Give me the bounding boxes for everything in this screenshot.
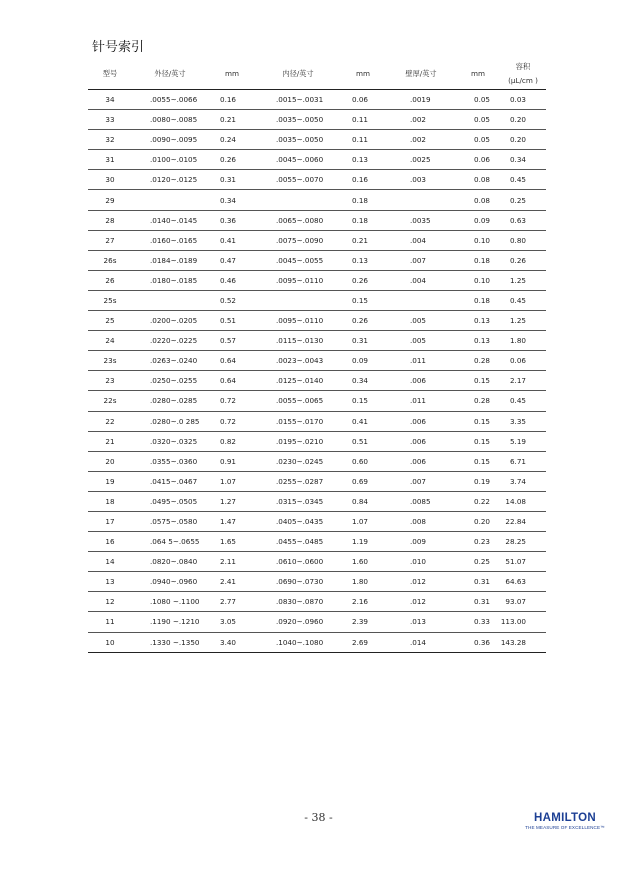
volume-cell: 0.20 xyxy=(500,130,546,150)
gauge-cell: 23 xyxy=(88,371,132,391)
table-row xyxy=(88,351,546,371)
table-row xyxy=(88,371,546,391)
gauge-cell: 29 xyxy=(88,190,132,210)
inner-diameter-inch-cell: .0155~.0170 xyxy=(256,411,340,431)
wall-thickness-mm-cell: 0.06 xyxy=(456,150,500,170)
table-row xyxy=(88,431,546,451)
wall-thickness-inch-cell: .006 xyxy=(386,431,456,451)
inner-diameter-inch-cell: .0075~.0090 xyxy=(256,230,340,250)
inner-diameter-mm-cell: 0.69 xyxy=(340,471,386,491)
wall-thickness-mm-cell: 0.18 xyxy=(456,250,500,270)
outer-diameter-mm-cell: 2.11 xyxy=(208,552,256,572)
volume-cell: 0.80 xyxy=(500,230,546,250)
inner-diameter-mm-cell: 0.60 xyxy=(340,451,386,471)
wall-thickness-mm-cell: 0.15 xyxy=(456,431,500,451)
outer-diameter-inch-cell: .0180~.0185 xyxy=(132,270,208,290)
wall-thickness-inch-cell: .005 xyxy=(386,331,456,351)
hamilton-logo xyxy=(520,812,610,830)
wall-thickness-inch-cell: .012 xyxy=(386,592,456,612)
inner-diameter-mm-cell: 0.18 xyxy=(340,210,386,230)
outer-diameter-mm-cell: 0.72 xyxy=(208,391,256,411)
gauge-cell: 11 xyxy=(88,612,132,632)
outer-diameter-inch-cell: .0415~.0467 xyxy=(132,471,208,491)
table-row xyxy=(88,451,546,471)
inner-diameter-inch-cell: .0690~.0730 xyxy=(256,572,340,592)
table-row xyxy=(88,471,546,491)
outer-diameter-inch-cell: .0160~.0165 xyxy=(132,230,208,250)
inner-diameter-inch-cell: .0405~.0435 xyxy=(256,511,340,531)
wall-thickness-mm-cell: 0.15 xyxy=(456,451,500,471)
inner-diameter-inch-cell: .0195~.0210 xyxy=(256,431,340,451)
wall-thickness-inch-cell: .007 xyxy=(386,250,456,270)
gauge-cell: 34 xyxy=(88,90,132,110)
wall-thickness-inch-cell xyxy=(386,290,456,310)
volume-cell: 0.45 xyxy=(500,170,546,190)
outer-diameter-mm-cell: 0.82 xyxy=(208,431,256,451)
gauge-cell: 18 xyxy=(88,491,132,511)
outer-diameter-inch-cell: .0820~.0840 xyxy=(132,552,208,572)
table-row xyxy=(88,391,546,411)
inner-diameter-mm-cell: 0.13 xyxy=(340,150,386,170)
gauge-cell: 30 xyxy=(88,170,132,190)
inner-diameter-inch-cell: .0315~.0345 xyxy=(256,491,340,511)
table-row xyxy=(88,572,546,592)
inner-diameter-inch-cell: .0610~.0600 xyxy=(256,552,340,572)
header-inner-diameter-mm: mm xyxy=(340,58,386,90)
needle-gauge-table xyxy=(88,58,546,653)
inner-diameter-mm-cell: 0.15 xyxy=(340,391,386,411)
table-row xyxy=(88,511,546,531)
wall-thickness-inch-cell: .013 xyxy=(386,612,456,632)
outer-diameter-inch-cell: .0120~.0125 xyxy=(132,170,208,190)
gauge-cell: 33 xyxy=(88,110,132,130)
table-row xyxy=(88,491,546,511)
wall-thickness-mm-cell: 0.15 xyxy=(456,411,500,431)
wall-thickness-mm-cell: 0.23 xyxy=(456,532,500,552)
inner-diameter-mm-cell: 0.18 xyxy=(340,190,386,210)
inner-diameter-inch-cell: .1040~.1080 xyxy=(256,632,340,652)
outer-diameter-inch-cell: .0280~.0285 xyxy=(132,391,208,411)
inner-diameter-mm-cell: 0.84 xyxy=(340,491,386,511)
volume-cell: 0.45 xyxy=(500,290,546,310)
outer-diameter-mm-cell: 0.34 xyxy=(208,190,256,210)
outer-diameter-inch-cell: .0184~.0189 xyxy=(132,250,208,270)
outer-diameter-mm-cell: 0.52 xyxy=(208,290,256,310)
outer-diameter-mm-cell: 0.47 xyxy=(208,250,256,270)
outer-diameter-inch-cell: .0320~.0325 xyxy=(132,431,208,451)
wall-thickness-inch-cell: .011 xyxy=(386,391,456,411)
page-title: 针号索引 xyxy=(92,40,145,55)
wall-thickness-inch-cell: .006 xyxy=(386,451,456,471)
inner-diameter-inch-cell: .0065~.0080 xyxy=(256,210,340,230)
table-row xyxy=(88,290,546,310)
inner-diameter-inch-cell: .0055~.0065 xyxy=(256,391,340,411)
volume-cell: 14.08 xyxy=(500,491,546,511)
outer-diameter-inch-cell: .0250~.0255 xyxy=(132,371,208,391)
wall-thickness-inch-cell: .004 xyxy=(386,230,456,250)
wall-thickness-mm-cell: 0.05 xyxy=(456,90,500,110)
header-volume xyxy=(500,58,546,90)
table-row xyxy=(88,250,546,270)
inner-diameter-inch-cell: .0255~.0287 xyxy=(256,471,340,491)
outer-diameter-inch-cell: .0200~.0205 xyxy=(132,311,208,331)
volume-cell: 3.74 xyxy=(500,471,546,491)
outer-diameter-inch-cell: .1190 ~.1210 xyxy=(132,612,208,632)
volume-cell: 143.28 xyxy=(500,632,546,652)
wall-thickness-inch-cell: .006 xyxy=(386,411,456,431)
gauge-cell: 24 xyxy=(88,331,132,351)
header-wall-thickness-inch: 壁厚/英寸 xyxy=(386,58,456,90)
volume-cell: 3.35 xyxy=(500,411,546,431)
outer-diameter-inch-cell: .0495~.0505 xyxy=(132,491,208,511)
volume-cell: 0.63 xyxy=(500,210,546,230)
outer-diameter-mm-cell: 0.64 xyxy=(208,351,256,371)
gauge-cell: 31 xyxy=(88,150,132,170)
gauge-cell: 26 xyxy=(88,270,132,290)
outer-diameter-inch-cell: .0055~.0066 xyxy=(132,90,208,110)
table-header-row xyxy=(88,58,546,90)
gauge-cell: 22s xyxy=(88,391,132,411)
outer-diameter-inch-cell: .0940~.0960 xyxy=(132,572,208,592)
wall-thickness-mm-cell: 0.09 xyxy=(456,210,500,230)
wall-thickness-inch-cell: .011 xyxy=(386,351,456,371)
wall-thickness-mm-cell: 0.13 xyxy=(456,311,500,331)
wall-thickness-mm-cell: 0.15 xyxy=(456,371,500,391)
table-row xyxy=(88,532,546,552)
gauge-cell: 12 xyxy=(88,592,132,612)
header-volume-label: 容积 xyxy=(515,61,531,71)
table-row xyxy=(88,230,546,250)
logo-tagline: THE MEASURE OF EXCELLENCE™ xyxy=(525,825,605,830)
table-row xyxy=(88,311,546,331)
gauge-cell: 27 xyxy=(88,230,132,250)
gauge-cell: 13 xyxy=(88,572,132,592)
outer-diameter-inch-cell xyxy=(132,190,208,210)
wall-thickness-inch-cell: .008 xyxy=(386,511,456,531)
inner-diameter-mm-cell: 0.51 xyxy=(340,431,386,451)
inner-diameter-mm-cell: 0.26 xyxy=(340,311,386,331)
outer-diameter-mm-cell: 1.65 xyxy=(208,532,256,552)
wall-thickness-inch-cell: .002 xyxy=(386,130,456,150)
inner-diameter-mm-cell: 1.60 xyxy=(340,552,386,572)
inner-diameter-inch-cell: .0035~.0050 xyxy=(256,110,340,130)
wall-thickness-inch-cell: .004 xyxy=(386,270,456,290)
table-row xyxy=(88,632,546,652)
wall-thickness-mm-cell: 0.31 xyxy=(456,592,500,612)
table-row xyxy=(88,170,546,190)
inner-diameter-mm-cell: 2.39 xyxy=(340,612,386,632)
inner-diameter-inch-cell: .0920~.0960 xyxy=(256,612,340,632)
inner-diameter-mm-cell: 0.31 xyxy=(340,331,386,351)
inner-diameter-mm-cell: 0.15 xyxy=(340,290,386,310)
outer-diameter-mm-cell: 0.51 xyxy=(208,311,256,331)
outer-diameter-mm-cell: 0.36 xyxy=(208,210,256,230)
gauge-cell: 19 xyxy=(88,471,132,491)
wall-thickness-inch-cell: .002 xyxy=(386,110,456,130)
wall-thickness-inch-cell: .009 xyxy=(386,532,456,552)
outer-diameter-mm-cell: 0.64 xyxy=(208,371,256,391)
outer-diameter-inch-cell: .0575~.0580 xyxy=(132,511,208,531)
inner-diameter-mm-cell: 0.41 xyxy=(340,411,386,431)
inner-diameter-mm-cell: 0.09 xyxy=(340,351,386,371)
inner-diameter-inch-cell: .0125~.0140 xyxy=(256,371,340,391)
inner-diameter-inch-cell: .0015~.0031 xyxy=(256,90,340,110)
outer-diameter-mm-cell: 1.27 xyxy=(208,491,256,511)
volume-cell: 5.19 xyxy=(500,431,546,451)
wall-thickness-inch-cell: .0019 xyxy=(386,90,456,110)
table-row xyxy=(88,130,546,150)
volume-cell: 2.17 xyxy=(500,371,546,391)
gauge-cell: 20 xyxy=(88,451,132,471)
outer-diameter-inch-cell xyxy=(132,290,208,310)
outer-diameter-inch-cell: .064 5~.0655 xyxy=(132,532,208,552)
table-row xyxy=(88,411,546,431)
outer-diameter-mm-cell: 1.47 xyxy=(208,511,256,531)
wall-thickness-mm-cell: 0.28 xyxy=(456,391,500,411)
wall-thickness-inch-cell: .007 xyxy=(386,471,456,491)
outer-diameter-inch-cell: .1330 ~.1350 xyxy=(132,632,208,652)
gauge-cell: 23s xyxy=(88,351,132,371)
table-row xyxy=(88,150,546,170)
table-row xyxy=(88,592,546,612)
inner-diameter-inch-cell: .0055~.0070 xyxy=(256,170,340,190)
wall-thickness-mm-cell: 0.28 xyxy=(456,351,500,371)
wall-thickness-inch-cell: .012 xyxy=(386,572,456,592)
outer-diameter-mm-cell: 0.26 xyxy=(208,150,256,170)
volume-cell: 0.20 xyxy=(500,110,546,130)
gauge-cell: 25s xyxy=(88,290,132,310)
inner-diameter-inch-cell: .0115~.0130 xyxy=(256,331,340,351)
inner-diameter-inch-cell: .0035~.0050 xyxy=(256,130,340,150)
volume-cell: 22.84 xyxy=(500,511,546,531)
inner-diameter-mm-cell: 2.16 xyxy=(340,592,386,612)
outer-diameter-inch-cell: .0220~.0225 xyxy=(132,331,208,351)
outer-diameter-mm-cell: 0.91 xyxy=(208,451,256,471)
header-inner-diameter-inch: 内径/英寸 xyxy=(256,58,340,90)
outer-diameter-mm-cell: 0.24 xyxy=(208,130,256,150)
wall-thickness-inch-cell: .006 xyxy=(386,371,456,391)
wall-thickness-mm-cell: 0.08 xyxy=(456,190,500,210)
wall-thickness-inch-cell: .0085 xyxy=(386,491,456,511)
wall-thickness-mm-cell: 0.10 xyxy=(456,230,500,250)
header-wall-thickness-mm: mm xyxy=(456,58,500,90)
wall-thickness-mm-cell: 0.05 xyxy=(456,130,500,150)
inner-diameter-inch-cell: .0023~.0043 xyxy=(256,351,340,371)
outer-diameter-mm-cell: 3.40 xyxy=(208,632,256,652)
wall-thickness-inch-cell: .0025 xyxy=(386,150,456,170)
gauge-cell: 21 xyxy=(88,431,132,451)
table-row xyxy=(88,90,546,110)
header-outer-diameter-mm: mm xyxy=(208,58,256,90)
outer-diameter-inch-cell: .0140~.0145 xyxy=(132,210,208,230)
table-row xyxy=(88,552,546,572)
outer-diameter-inch-cell: .0355~.0360 xyxy=(132,451,208,471)
wall-thickness-mm-cell: 0.19 xyxy=(456,471,500,491)
inner-diameter-mm-cell: 0.16 xyxy=(340,170,386,190)
table-row xyxy=(88,190,546,210)
inner-diameter-mm-cell: 0.11 xyxy=(340,110,386,130)
wall-thickness-mm-cell: 0.05 xyxy=(456,110,500,130)
page-number: - 38 - xyxy=(304,811,333,824)
outer-diameter-inch-cell: .0263~.0240 xyxy=(132,351,208,371)
inner-diameter-mm-cell: 0.21 xyxy=(340,230,386,250)
volume-cell: 28.25 xyxy=(500,532,546,552)
outer-diameter-inch-cell: .1080 ~.1100 xyxy=(132,592,208,612)
volume-cell: 0.34 xyxy=(500,150,546,170)
outer-diameter-mm-cell: 0.16 xyxy=(208,90,256,110)
inner-diameter-mm-cell: 1.07 xyxy=(340,511,386,531)
header-gauge: 型号 xyxy=(88,58,132,90)
inner-diameter-inch-cell: .0095~.0110 xyxy=(256,270,340,290)
gauge-cell: 32 xyxy=(88,130,132,150)
volume-cell: 0.06 xyxy=(500,351,546,371)
volume-cell: 0.03 xyxy=(500,90,546,110)
wall-thickness-mm-cell: 0.18 xyxy=(456,290,500,310)
wall-thickness-mm-cell: 0.10 xyxy=(456,270,500,290)
inner-diameter-mm-cell: 2.69 xyxy=(340,632,386,652)
inner-diameter-inch-cell xyxy=(256,190,340,210)
inner-diameter-mm-cell: 1.80 xyxy=(340,572,386,592)
inner-diameter-mm-cell: 0.13 xyxy=(340,250,386,270)
inner-diameter-inch-cell: .0045~.0060 xyxy=(256,150,340,170)
volume-cell: 1.25 xyxy=(500,270,546,290)
outer-diameter-mm-cell: 0.21 xyxy=(208,110,256,130)
wall-thickness-inch-cell: .010 xyxy=(386,552,456,572)
volume-cell: 64.63 xyxy=(500,572,546,592)
outer-diameter-mm-cell: 2.77 xyxy=(208,592,256,612)
inner-diameter-inch-cell: .0095~.0110 xyxy=(256,311,340,331)
inner-diameter-mm-cell: 0.34 xyxy=(340,371,386,391)
logo-wordmark: HAMILTON xyxy=(533,812,597,824)
wall-thickness-mm-cell: 0.31 xyxy=(456,572,500,592)
table-row xyxy=(88,210,546,230)
inner-diameter-inch-cell: .0830~.0870 xyxy=(256,592,340,612)
wall-thickness-mm-cell: 0.22 xyxy=(456,491,500,511)
table-body xyxy=(88,90,546,653)
wall-thickness-mm-cell: 0.25 xyxy=(456,552,500,572)
gauge-cell: 16 xyxy=(88,532,132,552)
outer-diameter-mm-cell: 0.72 xyxy=(208,411,256,431)
gauge-cell: 10 xyxy=(88,632,132,652)
volume-cell: 51.07 xyxy=(500,552,546,572)
outer-diameter-mm-cell: 0.31 xyxy=(208,170,256,190)
header-volume-unit: (μL/cm ) xyxy=(508,75,538,85)
gauge-cell: 17 xyxy=(88,511,132,531)
wall-thickness-inch-cell: .003 xyxy=(386,170,456,190)
header-outer-diameter-inch: 外径/英寸 xyxy=(132,58,208,90)
wall-thickness-inch-cell: .014 xyxy=(386,632,456,652)
inner-diameter-mm-cell: 1.19 xyxy=(340,532,386,552)
outer-diameter-inch-cell: .0100~.0105 xyxy=(132,150,208,170)
wall-thickness-mm-cell: 0.20 xyxy=(456,511,500,531)
outer-diameter-mm-cell: 0.46 xyxy=(208,270,256,290)
wall-thickness-mm-cell: 0.36 xyxy=(456,632,500,652)
gauge-cell: 22 xyxy=(88,411,132,431)
outer-diameter-mm-cell: 1.07 xyxy=(208,471,256,491)
inner-diameter-inch-cell: .0230~.0245 xyxy=(256,451,340,471)
volume-cell: 93.07 xyxy=(500,592,546,612)
volume-cell: 1.25 xyxy=(500,311,546,331)
inner-diameter-mm-cell: 0.26 xyxy=(340,270,386,290)
outer-diameter-inch-cell: .0080~.0085 xyxy=(132,110,208,130)
gauge-cell: 25 xyxy=(88,311,132,331)
volume-cell: 0.25 xyxy=(500,190,546,210)
table-row xyxy=(88,270,546,290)
volume-cell: 6.71 xyxy=(500,451,546,471)
wall-thickness-inch-cell xyxy=(386,190,456,210)
inner-diameter-mm-cell: 0.11 xyxy=(340,130,386,150)
inner-diameter-inch-cell: .0045~.0055 xyxy=(256,250,340,270)
inner-diameter-inch-cell xyxy=(256,290,340,310)
inner-diameter-mm-cell: 0.06 xyxy=(340,90,386,110)
volume-cell: 0.26 xyxy=(500,250,546,270)
table-row xyxy=(88,110,546,130)
outer-diameter-mm-cell: 0.57 xyxy=(208,331,256,351)
inner-diameter-inch-cell: .0455~.0485 xyxy=(256,532,340,552)
gauge-cell: 26s xyxy=(88,250,132,270)
outer-diameter-inch-cell: .0090~.0095 xyxy=(132,130,208,150)
volume-cell: 113.00 xyxy=(500,612,546,632)
wall-thickness-mm-cell: 0.13 xyxy=(456,331,500,351)
volume-cell: 0.45 xyxy=(500,391,546,411)
outer-diameter-mm-cell: 2.41 xyxy=(208,572,256,592)
gauge-cell: 14 xyxy=(88,552,132,572)
wall-thickness-inch-cell: .0035 xyxy=(386,210,456,230)
wall-thickness-inch-cell: .005 xyxy=(386,311,456,331)
outer-diameter-mm-cell: 0.41 xyxy=(208,230,256,250)
volume-cell: 1.80 xyxy=(500,331,546,351)
table-row xyxy=(88,331,546,351)
outer-diameter-mm-cell: 3.05 xyxy=(208,612,256,632)
gauge-cell: 28 xyxy=(88,210,132,230)
table-row xyxy=(88,612,546,632)
wall-thickness-mm-cell: 0.33 xyxy=(456,612,500,632)
outer-diameter-inch-cell: .0280~.0 285 xyxy=(132,411,208,431)
wall-thickness-mm-cell: 0.08 xyxy=(456,170,500,190)
